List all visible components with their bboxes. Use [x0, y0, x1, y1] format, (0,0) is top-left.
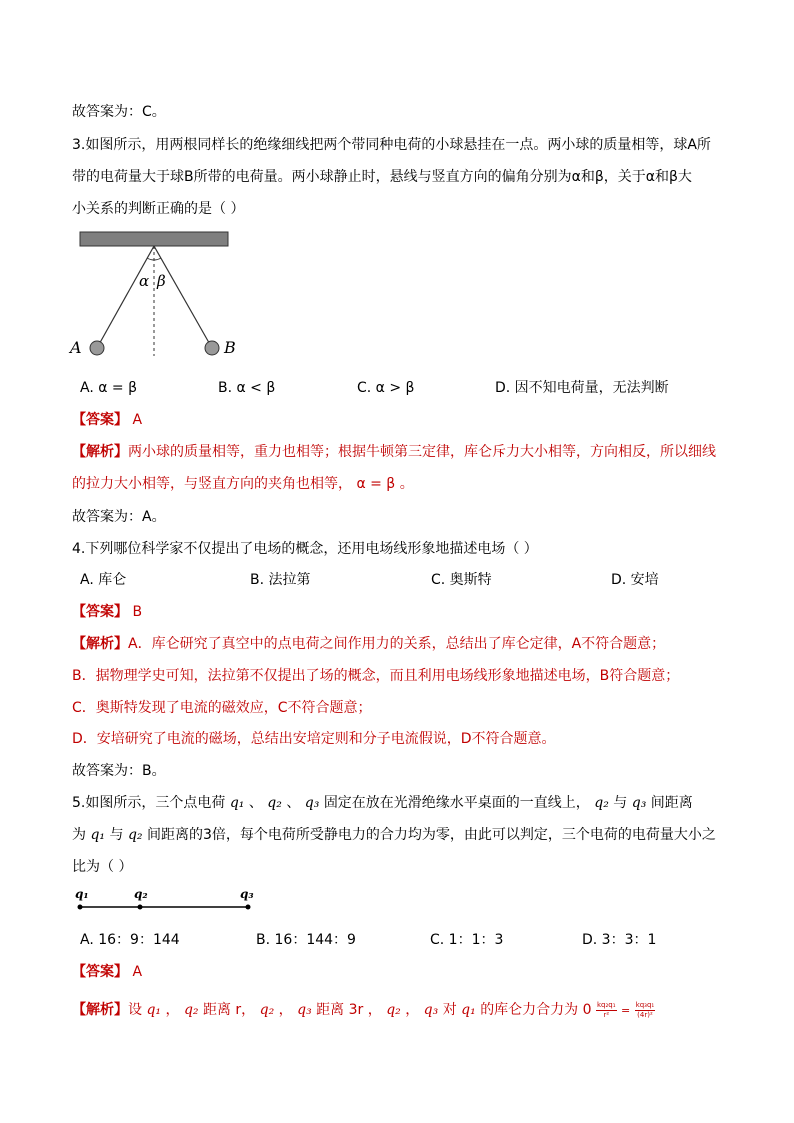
q4-analysis-line-4: D．安培研究了电流的磁场，总结出安培定则和分子电流假说，D不符合题意。: [72, 731, 556, 747]
q4-analysis-line-1: [72, 634, 665, 654]
q5-text: 5.如图所示，三个点电荷: [72, 795, 226, 811]
beta-label: β: [157, 272, 166, 290]
analysis-text: 两小球的质量相等，重力也相等；根据牛顿第三定律，库仑斥力大小相等，方向相反，所以细线: [128, 444, 716, 460]
q4-analysis-line-3: C．奥斯特发现了电流的磁效应，C不符合题意；: [72, 700, 372, 716]
analysis-text: 距离 r，: [202, 1002, 256, 1018]
q5-stem-line-3: 比为（ ）: [72, 859, 133, 875]
separator: ，: [405, 1002, 420, 1018]
q2-symbol: q₂: [386, 1002, 401, 1018]
ball-b: [205, 341, 219, 355]
q2-symbol: q₂: [594, 795, 609, 811]
q3-symbol: q₃: [631, 795, 647, 811]
q2-symbol: q₂: [183, 1002, 199, 1018]
answer-mark: 【答案】: [72, 964, 128, 980]
charge-q1-label: q₁: [75, 887, 89, 901]
q2-symbol: q₂: [259, 1002, 275, 1018]
charge-q2-dot: [138, 905, 143, 910]
q3-analysis-line-1: [72, 442, 716, 462]
q4-answer: [72, 602, 142, 622]
q5-text: 为: [72, 827, 86, 843]
q5-stem-line-2: [72, 825, 716, 845]
fraction-2: [635, 1001, 656, 1020]
q5-text: 固定在放在光滑绝缘水平桌面的一直线上，: [323, 795, 590, 811]
separator: 、: [286, 795, 301, 811]
fraction-denominator: (4r)²: [637, 1010, 653, 1019]
answer-value: A: [132, 412, 143, 428]
string-b: [154, 246, 212, 348]
q4-option-a: A. 库仑: [80, 572, 127, 588]
charge-q2-label: q₂: [134, 887, 148, 901]
q3-option-a: A. α = β: [80, 380, 138, 396]
q1-symbol: q₁: [229, 795, 245, 811]
q1-symbol: q₁: [90, 827, 106, 843]
q1-symbol: q₁: [461, 1002, 476, 1018]
ball-a: [90, 341, 104, 355]
q3-stem-line-2: 带的电荷量大于球B所带的电荷量。两小球静止时，悬线与竖直方向的偏角分别为α和β，关于α和β大: [72, 169, 692, 185]
analysis-text: 设: [128, 1002, 142, 1018]
analysis-mark: 【解析】: [72, 636, 128, 652]
q3-option-b: B. α < β: [218, 380, 276, 396]
q4-option-b: B. 法拉第: [250, 572, 311, 588]
q5-option-d: D. 3：3：1: [582, 932, 657, 948]
q5-answer: [72, 962, 142, 982]
pendulum-figure: [60, 226, 250, 366]
q2-symbol: q₂: [127, 827, 143, 843]
q3-result: 故答案为：A。: [72, 509, 166, 525]
q3-option-d: D. 因不知电荷量，无法判断: [495, 380, 669, 396]
charge-q3-label: q₃: [240, 887, 254, 901]
q5-analysis-line-1: [72, 998, 655, 1023]
answer-mark: 【答案】: [72, 412, 128, 428]
analysis-text: 距离 3r ，: [316, 1002, 382, 1018]
q3-stem-line-3: 小关系的判断正确的是（ ）: [72, 201, 245, 217]
separator: ，: [165, 1002, 180, 1018]
q3-symbol: q₃: [304, 795, 320, 811]
answer-mark: 【答案】: [72, 604, 128, 620]
charge-q1-dot: [78, 905, 83, 910]
analysis-text: 的库仑力合力为 0: [480, 1002, 592, 1018]
separator: 、: [248, 795, 263, 811]
separator: ，: [278, 1002, 293, 1018]
q5-text: 与: [109, 827, 124, 843]
q5-option-a: A. 16：9：144: [80, 932, 180, 948]
q3-answer: [72, 410, 142, 430]
q5-text: 与: [613, 795, 628, 811]
q5-option-c: C. 1：1：3: [430, 932, 504, 948]
q4-result: 故答案为：B。: [72, 763, 166, 779]
q3-option-c: C. α > β: [357, 380, 415, 396]
analysis-mark: 【解析】: [72, 1002, 128, 1018]
q3-analysis-line-2: 的拉力大小相等，与竖直方向的夹角也相等， α = β 。: [72, 476, 414, 492]
answer-value: A: [132, 964, 143, 980]
fraction-denominator: r²: [603, 1010, 610, 1019]
q5-option-b: B. 16：144：9: [256, 932, 356, 948]
q5-stem-line-1: [72, 793, 693, 813]
q5-text: 间距离: [650, 795, 693, 811]
q4-option-d: D. 安培: [611, 572, 659, 588]
q5-text: 间距离的3倍，每个电荷所受静电力的合力均为零，由此可以判定，三个电荷的电荷量大小之: [146, 827, 716, 843]
charges-figure: [70, 883, 270, 919]
q3-symbol: q₃: [423, 1002, 439, 1018]
q3-stem-line-1: 3.如图所示，用两根同样长的绝缘细线把两个带同种电荷的小球悬挂在一点。两小球的质量相等，球A所: [72, 137, 711, 153]
ball-a-label: A: [70, 338, 82, 357]
fraction-numerator: kq₂q₁: [597, 1000, 616, 1009]
string-a: [97, 246, 154, 348]
q3-symbol: q₃: [297, 1002, 312, 1018]
q2-symbol: q₂: [267, 795, 282, 811]
q4-analysis-line-2: B．据物理学史可知，法拉第不仅提出了场的概念，而且利用电场线形象地描述电场，B符合题意；: [72, 668, 680, 684]
fraction-numerator: kq₃q₁: [635, 1000, 655, 1009]
q1-symbol: q₁: [146, 1002, 162, 1018]
ball-b-label: B: [224, 338, 236, 357]
answer-value: B: [132, 604, 143, 620]
q4-stem: 4.下列哪位科学家不仅提出了电场的概念，还用电场线形象地描述电场（ ）: [72, 541, 538, 557]
ceiling-bar: [80, 232, 228, 246]
analysis-text: 对: [442, 1002, 457, 1018]
previous-answer-line: 故答案为：C。: [72, 104, 166, 120]
fraction-1: [596, 1001, 617, 1020]
alpha-label: α: [139, 272, 150, 290]
analysis-mark: 【解析】: [72, 444, 128, 460]
analysis-text: A．库仑研究了真空中的点电荷之间作用力的关系，总结出了库仑定律，A不符合题意；: [128, 636, 666, 652]
q4-option-c: C. 奥斯特: [431, 572, 492, 588]
charge-q3-dot: [246, 905, 251, 910]
equals-sign: =: [621, 1004, 631, 1017]
